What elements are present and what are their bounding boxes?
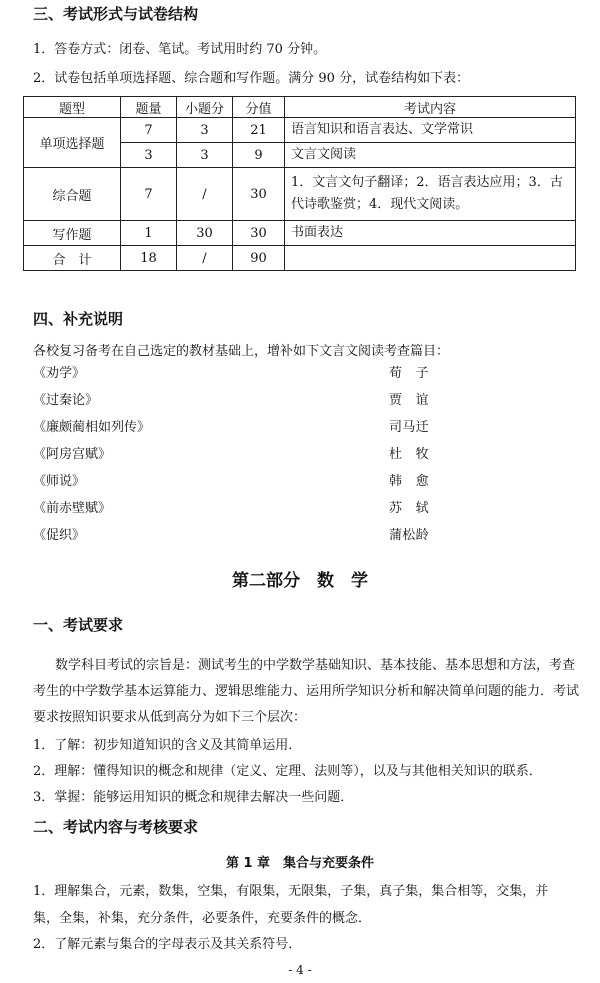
list-item [33, 524, 453, 551]
list-item [33, 470, 453, 497]
chapter-title: 第 1 章 集合与充要条件 [225, 856, 375, 871]
chapter-item-1-line-2: 集，全集，补集，充分条件，必要条件，充要条件的概念． [33, 911, 372, 926]
cell-content: 语言知识和语言表达、文学常识 [285, 118, 576, 143]
level-1: 1．了解：初步知道知识的含义及其简单运用． [33, 738, 302, 753]
table-row [24, 168, 576, 221]
section-heading-supplement: 四、补充说明 [33, 310, 124, 328]
list-item [33, 497, 453, 524]
table-row [24, 118, 576, 143]
chapter-item-1-line-1: 1．理解集合，元素，数集，空集，有限集，无限集，子集，真子集，集合相等，交集，并 [33, 884, 549, 899]
header-score: 分值 [233, 97, 285, 118]
section-heading-content: 二、考试内容与考核要求 [33, 818, 199, 836]
exam-structure-table [23, 96, 576, 271]
header-count: 题量 [121, 97, 177, 118]
cell-score: 21 [233, 118, 285, 143]
book-author: 韩 愈 [389, 474, 429, 489]
format-item-1: 1．答卷方式：闭卷、笔试。考试用时约 70 分钟。 [33, 42, 327, 57]
cell-score: 90 [233, 246, 285, 271]
book-author: 杜 牧 [389, 447, 429, 462]
book-title: 《过秦论》 [33, 393, 99, 408]
book-list [33, 362, 453, 551]
header-type: 题型 [24, 97, 121, 118]
header-content: 考试内容 [285, 97, 576, 118]
cell-content: 1．文言文句子翻译；2．语言表达应用；3．古代诗歌鉴赏；4．现代文阅读。 [285, 168, 576, 221]
supplement-intro: 各校复习备考在自己选定的教材基础上，增补如下文言文阅读考查篇目： [33, 344, 450, 359]
cell-score: 30 [233, 221, 285, 246]
level-3: 3．掌握：能够运用知识的概念和规律去解决一些问题． [33, 790, 354, 805]
cell-score: 9 [233, 143, 285, 168]
book-author: 苏 轼 [389, 501, 429, 516]
cell-count: 3 [121, 143, 177, 168]
format-item-2: 2．试卷包括单项选择题、综合题和写作题。满分 90 分，试卷结构如下表： [33, 71, 470, 86]
cell-type: 综合题 [24, 168, 121, 221]
cell-each: 3 [177, 143, 233, 168]
table-row [24, 221, 576, 246]
cell-score: 30 [233, 168, 285, 221]
book-author: 贾 谊 [389, 393, 429, 408]
book-author: 蒲松龄 [389, 528, 429, 543]
cell-content: 书面表达 [285, 221, 576, 246]
cell-each: 3 [177, 118, 233, 143]
cell-each: 30 [177, 221, 233, 246]
level-2: 2．理解：懂得知识的概念和规律（定义、定理、法则等），以及与其他相关知识的联系． [33, 764, 542, 779]
requirements-para-line-1: 数学科目考试的宗旨是：测试考生的中学数学基础知识、基本技能、基本思想和方法，考查 [55, 658, 576, 673]
chapter-item-2: 2．了解元素与集合的字母表示及其关系符号． [33, 937, 302, 952]
book-title: 《促织》 [33, 528, 86, 543]
cell-each: / [177, 246, 233, 271]
table-total-row [24, 246, 576, 271]
cell-type: 合 计 [24, 246, 121, 271]
cell-mcq-label: 单项选择题 [24, 118, 121, 168]
table-header-row [24, 97, 576, 118]
cell-content [285, 246, 576, 271]
cell-count: 7 [121, 118, 177, 143]
part-title: 第二部分 数 学 [232, 571, 368, 591]
book-title: 《劝学》 [33, 366, 86, 381]
header-each: 小题分 [177, 97, 233, 118]
cell-count: 7 [121, 168, 177, 221]
book-author: 司马迁 [389, 420, 429, 435]
page-number: - 4 - [288, 963, 312, 977]
book-title: 《廉颇蔺相如列传》 [33, 420, 151, 435]
cell-type: 写作题 [24, 221, 121, 246]
book-title: 《前赤壁赋》 [33, 501, 112, 516]
list-item [33, 416, 453, 443]
section-heading-requirements: 一、考试要求 [33, 616, 124, 634]
cell-count: 1 [121, 221, 177, 246]
cell-content: 文言文阅读 [285, 143, 576, 168]
book-title: 《阿房宫赋》 [33, 447, 112, 462]
list-item [33, 443, 453, 470]
cell-each: / [177, 168, 233, 221]
book-author: 荀 子 [389, 366, 429, 381]
section-heading-exam-format: 三、考试形式与试卷结构 [33, 5, 199, 23]
requirements-para-line-2: 考生的中学数学基本运算能力、逻辑思维能力、运用所学知识分析和解决简单问题的能力．考试 [33, 684, 580, 699]
book-title: 《师说》 [33, 474, 86, 489]
list-item [33, 389, 453, 416]
cell-count: 18 [121, 246, 177, 271]
requirements-para-line-3: 要求按照知识要求从低到高分为如下三个层次： [33, 710, 307, 725]
list-item [33, 362, 453, 389]
